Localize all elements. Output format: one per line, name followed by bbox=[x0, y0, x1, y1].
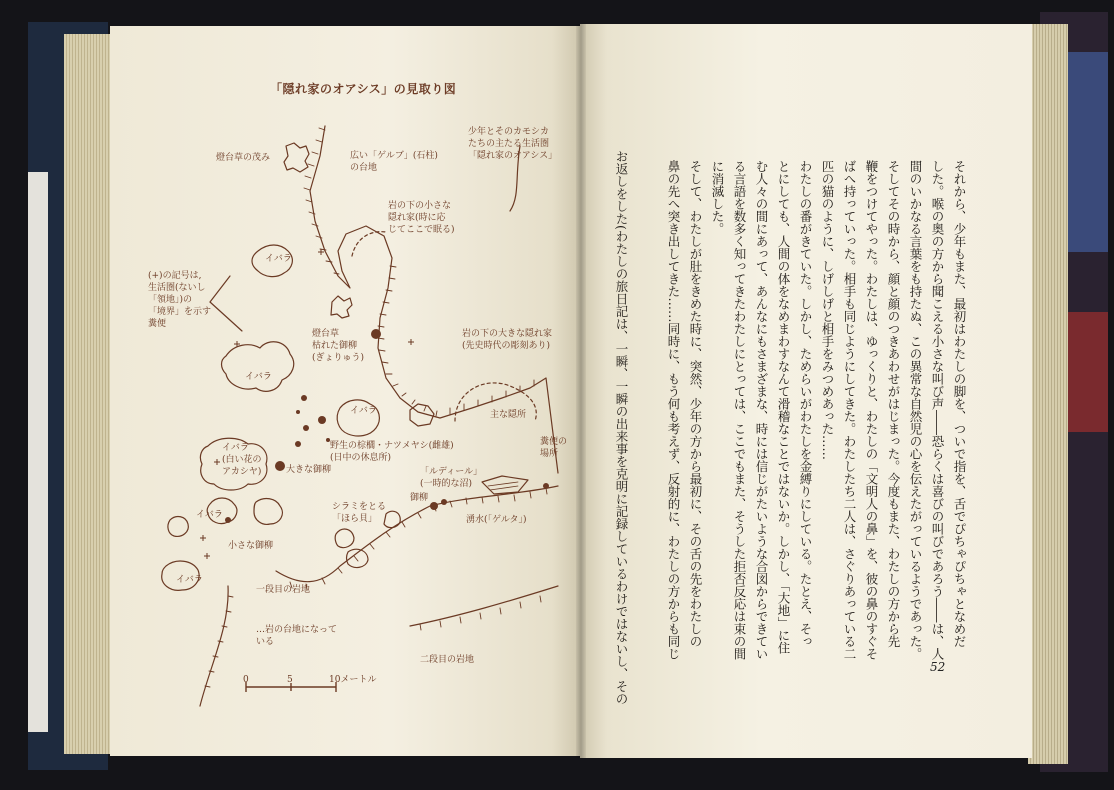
leader-plus-2 bbox=[210, 276, 230, 302]
text-column: 匹の猫のように、しげしげと相手をみつめあった…… bbox=[820, 160, 835, 460]
text-column: 間のいかなる言葉をも持たぬ、この異常な自然児の心を伝えたがっているようであった。 bbox=[908, 160, 923, 660]
shrub-middle bbox=[254, 499, 282, 525]
label-funben-place: 糞便の 場所 bbox=[540, 437, 568, 459]
tree-big-gyoryu bbox=[275, 461, 285, 471]
spring-dot bbox=[543, 483, 549, 489]
tree-gyoryu-1 bbox=[371, 329, 381, 339]
rudeer-hatch bbox=[488, 482, 518, 490]
label-gyoryu: 御柳 bbox=[410, 493, 429, 503]
label-small-hideout: 岩の下の小さな 隠れ家(時に応 じてここで眠る) bbox=[388, 201, 455, 235]
label-plus-note: (+)の記号は, 生活圏(ないし 「領地」)の 「境界」を示す 糞便 bbox=[148, 271, 212, 329]
label-ibara-2: イバラ bbox=[245, 372, 272, 382]
tree-dot-6 bbox=[295, 441, 301, 447]
shrub-ibara-2 bbox=[222, 342, 294, 392]
tree-dot-3 bbox=[318, 416, 326, 424]
text-column: そして、わたしが肚をきめた時に、突然、少年の方から最初に、その舌の先をわたしの bbox=[688, 160, 703, 648]
text-column: とにしても、人間の体をなめまわすなんて滑稽なことではないか。しかし、「大地」に住 bbox=[776, 160, 791, 654]
label-toudai-kareta: 燈台草 枯れた御柳 (ぎょりゅう) bbox=[312, 329, 365, 363]
tree-dot-2 bbox=[296, 410, 300, 414]
shell-3 bbox=[384, 511, 400, 527]
label-toudai-shigemi: 燈台草の茂み bbox=[216, 153, 271, 163]
lower-cliff-line bbox=[200, 586, 558, 706]
text-column: む人々の間にあって、あんなにもさまざまな、時には信じがたいような合図からできてい bbox=[754, 160, 769, 660]
shell-1 bbox=[335, 529, 354, 548]
label-ibara-5: イバラ bbox=[176, 575, 203, 585]
page-edges-right bbox=[1028, 24, 1068, 764]
map-title: 「隠れ家のオアシス」の見取り図 bbox=[270, 82, 457, 96]
rudeer-pond bbox=[482, 476, 528, 494]
tree-dot-4 bbox=[303, 425, 309, 431]
page-number: 52 bbox=[930, 660, 946, 674]
label-big-hideout: 岩の下の大きな隠れ家 (先史時代の彫刻あり) bbox=[462, 329, 553, 351]
text-column: る言語を数多く知ってきたわたしにとっては、ここでもまた、そうした拒否反応は束の間 bbox=[732, 160, 747, 660]
cover-stripe bbox=[28, 172, 48, 732]
label-big-gyoryu: 大きな御柳 bbox=[286, 465, 332, 475]
tree-gyoryu-3 bbox=[441, 499, 447, 505]
text-column: それから、少年もまた、最初はわたしの脚を、ついで指を、舌でぴちゃぴちゃとなめだ bbox=[952, 160, 967, 648]
scale-tick-10: 10メートル bbox=[329, 675, 377, 685]
rock-small bbox=[331, 296, 352, 318]
text-column: ばへ持っていった。相手も同じようにしてきた。わたしたち二人は、さぐりあっている二 bbox=[842, 160, 857, 660]
label-palm: 野生の棕櫚・ナツメヤシ(雌雄) (日中の休息所) bbox=[330, 441, 454, 463]
text-column: そしてその時から、顔と顔のつきあわせがはじまった。今度もまた、わたしの方から先 bbox=[886, 160, 901, 648]
label-rudeer: 「ルディール」 (一時的な沼) bbox=[420, 467, 483, 489]
text-column: 鞭をつけてやった。わたしは、ゆっくりと、わたしの「文明人の鼻」を、彼の鼻のすぐそ bbox=[864, 160, 879, 660]
text-column: お返しをした(わたしの旅日記は、一瞬、一瞬の出来事を克明に記録しているわけではないし、その bbox=[614, 150, 629, 705]
text-column: した。喉の奥の方から聞こえる小さな叫び声――恐らくは喜びの叫びであろう――は、人 bbox=[930, 160, 945, 660]
text-column: に消滅した。 bbox=[710, 160, 725, 235]
label-shirami: シラミをとる 「ほら貝」 bbox=[332, 502, 387, 524]
label-ibara-1: イバラ bbox=[265, 254, 292, 264]
label-spring: 湧水(「ゲルタ」) bbox=[466, 515, 527, 525]
label-ibara-white: イバラ (白い花の アカシヤ) bbox=[222, 443, 262, 477]
label-main-hideout: 主な隠所 bbox=[490, 410, 527, 420]
shrub-small-left bbox=[168, 517, 188, 537]
scale-tick-0: 0 bbox=[243, 675, 249, 685]
tree-dot-1 bbox=[301, 395, 307, 401]
label-step-1: 一段目の岩地 bbox=[256, 585, 311, 595]
label-ibara-4: イバラ bbox=[196, 510, 223, 520]
leader-plus-1 bbox=[210, 302, 242, 331]
small-hideout-outline bbox=[352, 232, 386, 256]
label-rock-plateau: …岩の台地になって いる bbox=[256, 625, 338, 647]
tree-gyoryu-2 bbox=[430, 502, 438, 510]
rock-toudai bbox=[284, 143, 309, 172]
label-small-gyoryu: 小さな御柳 bbox=[228, 541, 274, 551]
label-step-2: 二段目の岩地 bbox=[420, 655, 475, 665]
label-habitat: 少年とそのカモシカ たちの主たる生活圏 「隠れ家のオアシス」 bbox=[468, 127, 558, 161]
label-ibara-3: イバラ bbox=[350, 406, 377, 416]
text-column: 鼻の先へ突き出してきた……同時に、もう何も考えず、反射的に、わたしの方からも同じ bbox=[666, 160, 681, 660]
label-gerub: 広い「ゲルブ」(石柱) の台地 bbox=[350, 151, 438, 173]
scale-tick-5: 5 bbox=[287, 675, 293, 685]
tree-small-gyoryu bbox=[225, 517, 231, 523]
text-column: わたしの番がきていた。しかし、ためらいがわたしを金縛りにしている。たとえ、そっ bbox=[798, 160, 813, 648]
